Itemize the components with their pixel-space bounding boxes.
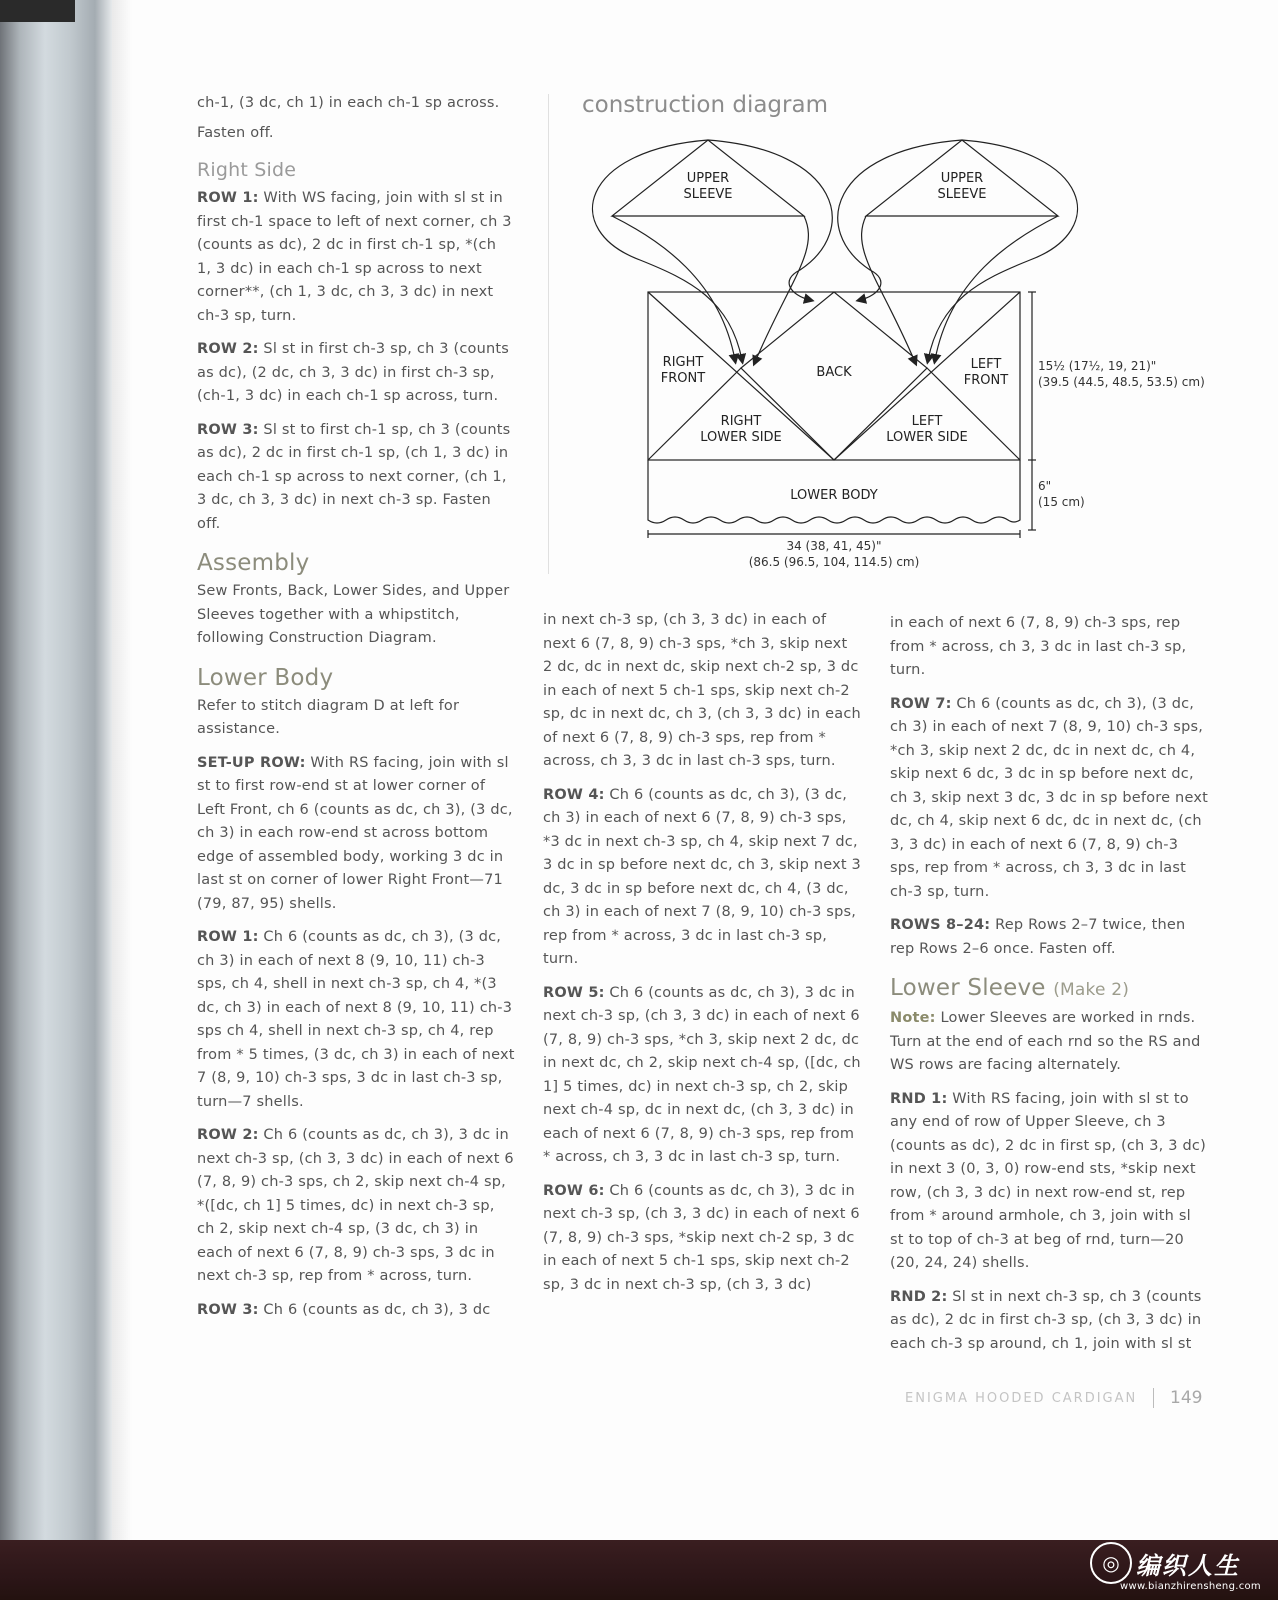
lower-sleeve-title: Lower Sleeve (890, 975, 1046, 1001)
right-side-heading: Right Side (197, 159, 297, 181)
height-upper-label-2: (39.5 (44.5, 48.5, 53.5) cm) (1038, 375, 1205, 389)
row-label: ROW 6: (543, 1182, 605, 1199)
row-label: ROW 2: (197, 1127, 259, 1143)
row-text: With WS facing, join with sl st in first ch-1 space to left of next corner, ch 3 (counts as dc), 2 dc in first ch-1 sp, *(ch 1, 3 dc) in each ch-1 sp across to next corner**, (ch 1, 3 dc, ch 3, 3 dc) in next ch-3 sp, turn. (197, 190, 512, 324)
running-footer-title: ENIGMA HOODED CARDIGAN (905, 1391, 1138, 1406)
watermark-url: www.bianzhirensheng.com (1120, 1581, 1261, 1592)
lower-body-row5 (543, 982, 861, 1170)
height-lower-label-1: 6" (1038, 479, 1052, 493)
row-text: Sl st to first ch-1 sp, ch 3 (counts as dc), 2 dc in first ch-1 sp, (ch 1, 3 dc) in each ch-1 sp across to next corner, (ch 1, 3 dc, ch 3, 3 dc) in next ch-3 sp. Fasten off. (197, 421, 511, 532)
upper-sleeve-left-label-2: SLEEVE (683, 187, 733, 202)
row-text: Ch 6 (counts as dc, ch 3), 3 dc in next ch-3 sp, (ch 3, 3 dc) in each of next 6 (7, 8, 9) ch-3 sps, *skip next ch-2 sp, 3 dc in each of next 5 ch-1 sps, skip next ch-2 sp, 3 dc in next ch-3 sp, (ch 3, 3 dc) (543, 1182, 860, 1293)
lower-body-heading: Lower Body (197, 664, 334, 691)
right-front-label-1: RIGHT (662, 355, 704, 370)
lower-body-row7 (890, 693, 1208, 905)
assembly-heading: Assembly (197, 550, 310, 576)
arrow-left-sleeve-inner-1 (612, 216, 735, 360)
scan-bottom-edge (0, 1540, 1278, 1600)
lower-sleeve-qty: (Make 2) (1053, 980, 1130, 1000)
row-label: ROW 1: (197, 929, 259, 945)
row-label: ROW 3: (197, 421, 259, 438)
column-middle (543, 609, 861, 1307)
lower-sleeve-note (890, 1007, 1208, 1078)
intro-line-2: Fasten off. (197, 124, 274, 141)
lower-sleeve-rnd1 (890, 1088, 1208, 1276)
note-label: Note: (890, 1010, 936, 1026)
arrow-left-sleeve-inner-2 (755, 216, 808, 362)
row-label: SET-UP ROW: (197, 754, 306, 771)
left-front-label-1: LEFT (970, 357, 1002, 372)
row-text: Ch 6 (counts as dc, ch 3), (3 dc, ch 3) in each of next 7 (8, 9, 10) ch-3 sps, *ch 3, skip next 2 dc, dc in next dc, ch 4, skip next 6 dc, 3 dc in sp before next dc, ch 3, skip next 3 dc, 3 dc in sp before next dc, ch 4, skip next 6 dc, dc in next dc, (ch 3, 3 dc) in each of next 6 (7, 8, 9) ch-3 sps, rep from * across, ch 3, 3 dc in last ch-3 sp, turn. (890, 695, 1208, 900)
row-text: Sl st in next ch-3 sp, ch 3 (counts as dc), 2 dc in first ch-3 sp, (ch 3, 3 dc) in each ch-3 sp around, ch 1, join with sl st (890, 1288, 1202, 1352)
left-lower-side-label-1: LEFT (911, 414, 943, 429)
row-text: With RS facing, join with sl st to first row-end st at lower corner of Left Front, ch 6 (counts as dc, ch 3), (3 dc, ch 3) in each row-end st across bottom edge of assembled body, working 3 dc in last st on corner of lower Right Front—71 (79, 87, 95) shells. (197, 754, 513, 912)
lower-body-rows8-24 (890, 914, 1208, 961)
note-text: Lower Sleeves are worked in rnds. Turn at the end of each rnd so the RS and WS rows are facing alternately. (890, 1010, 1201, 1073)
width-label-2: (86.5 (96.5, 104, 114.5) cm) (748, 555, 920, 569)
lower-body-label: LOWER BODY (790, 488, 878, 503)
watermark (1090, 1540, 1270, 1596)
upper-sleeve-left-label-1: UPPER (686, 171, 730, 186)
height-lower-label-2: (15 cm) (1038, 495, 1085, 509)
row-text: Ch 6 (counts as dc, ch 3), (3 dc, ch 3) in each of next 6 (7, 8, 9) ch-3 sps, *3 dc in next ch-3 sp, ch 4, skip next 7 dc, 3 dc in sp before next dc, ch 3, skip next 3 dc, 3 dc in sp before next dc, ch 4, (3 dc, ch 3) in each of next 7 (8, 9, 10) ch-3 sps, rep from * across, 3 dc in last ch-3 sp, turn. (543, 786, 861, 967)
left-lower-side-label-2: LOWER SIDE (886, 430, 968, 445)
upper-sleeve-right-label-2: SLEEVE (937, 187, 987, 202)
lower-body-setup-row (197, 752, 515, 917)
left-front-label-2: FRONT (963, 373, 1009, 388)
row-text: Rep Rows 2–7 twice, then rep Rows 2–6 once. Fasten off. (890, 917, 1186, 957)
row-label: ROW 5: (543, 984, 605, 1001)
arrow-right-sleeve-inner-2 (862, 216, 915, 362)
row-label: ROWS 8–24: (890, 917, 991, 933)
intro-line-1: ch-1, (3 dc, ch 1) in each ch-1 sp across. (197, 95, 500, 111)
width-label-1: 34 (38, 41, 45)" (786, 539, 882, 553)
row-text: Ch 6 (counts as dc, ch 3), 3 dc (258, 1301, 491, 1318)
row-label: ROW 1: (197, 190, 259, 206)
right-lower-side-label-2: LOWER SIDE (700, 430, 782, 445)
row-label: ROW 3: (197, 1301, 259, 1318)
row-text: Ch 6 (counts as dc, ch 3), 3 dc in next ch-3 sp, (ch 3, 3 dc) in each of next 6 (7, 8, 9) ch-3 sps, ch 2, skip next ch-4 sp, *([dc, ch 1] 5 times, dc) in next ch-3 sp, ch 2, skip next ch-4 sp, (3 dc, ch 3) in each of next 6 (7, 8, 9) ch-3 sps, 3 dc in next ch-3 sp, rep from * across, turn. (197, 1127, 514, 1284)
row-label: ROW 7: (890, 695, 952, 712)
arrow-left-sleeve-to-back (708, 140, 832, 300)
row-label: RND 1: (890, 1090, 948, 1107)
assembly-text: Sew Fronts, Back, Lower Sides, and Upper Sleeves together with a whipstitch, following Construction Diagram. (197, 583, 510, 646)
watermark-logo-icon: ◎ (1090, 1542, 1132, 1584)
lower-sleeve-heading (890, 973, 1208, 1005)
arrow-right-sleeve-to-back (838, 140, 962, 300)
watermark-site-name: 编织人生 (1136, 1552, 1240, 1580)
row-label: ROW 4: (543, 786, 605, 803)
row-text: Ch 6 (counts as dc, ch 3), (3 dc, ch 3) in each of next 8 (9, 10, 11) ch-3 sps, ch 4, shell in next ch-3 sp, ch 4, *(3 dc, ch 3) in each of next 8 (9, 10, 11) ch-3 sps ch 4, shell in next ch-3 sp, ch 4, rep from * 5 times, (3 dc, ch 3) in each of next 7 (8, 9, 10) ch-3 sps, 3 dc in last ch-3 sp, turn—7 shells. (197, 929, 515, 1110)
height-upper-label-1: 15½ (17½, 19, 21)" (1038, 359, 1157, 373)
row-label: RND 2: (890, 1288, 948, 1305)
lower-sleeve-rnd2 (890, 1286, 1208, 1357)
row6-continued: in each of next 6 (7, 8, 9) ch-3 sps, rep from * across, ch 3, 3 dc in last ch-3 sp, turn. (890, 615, 1187, 678)
row-text: Sl st in first ch-3 sp, ch 3 (counts as dc), (2 dc, ch 3, 3 dc) in first ch-3 sp, (ch-1, 3 dc) in each ch-1 sp across, turn. (197, 341, 510, 404)
right-front-label-2: FRONT (660, 371, 706, 386)
construction-diagram (0, 0, 1278, 600)
lower-body-intro: Refer to stitch diagram D at left for assistance. (197, 697, 460, 737)
row-label: ROW 2: (197, 341, 259, 357)
lower-body-row1 (197, 926, 515, 1114)
lower-body-row4 (543, 784, 861, 972)
right-lower-side-label-1: RIGHT (720, 414, 762, 429)
lower-body-row6 (543, 1180, 861, 1298)
diagram-title: construction diagram (582, 92, 828, 118)
back-label: BACK (816, 365, 852, 380)
row3-continued: in next ch-3 sp, (ch 3, 3 dc) in each of next 6 (7, 8, 9) ch-3 sps, *ch 3, skip next 2 dc, dc in next dc, skip next ch-2 sp, 3 dc in each of next 5 ch-1 sps, skip next ch-2 sp, dc in next dc, ch 3, (ch 3, 3 dc) in each of next 6 (7, 8, 9) ch-3 sps, rep from * across, ch 3, 3 dc in last ch-3 sps, turn. (543, 612, 861, 769)
column-right (890, 612, 1208, 1366)
lower-body-row3 (197, 1299, 515, 1323)
row-text: With RS facing, join with sl st to any end of row of Upper Sleeve, ch 3 (counts as dc), 2 dc in first sp, (ch 3, 3 dc) in next 3 (0, 3, 0) row-end sts, *skip next row, (ch 3, 3 dc) in next row-end st, rep from * around armhole, ch 3, join with sl st to top of ch-3 at beg of rnd, turn—20 (20, 24, 24) shells. (890, 1090, 1206, 1271)
page-number: 149 (1170, 1388, 1203, 1408)
footer-divider (1153, 1388, 1154, 1408)
row-text: Ch 6 (counts as dc, ch 3), 3 dc in next ch-3 sp, (ch 3, 3 dc) in each of next 6 (7, 8, 9) ch-3 sps, *ch 3, skip next 2 dc, dc in next dc, ch 2, skip next ch-4 sp, ([dc, ch 1] 5 times, dc) in next ch-3 sp, ch 2, skip next ch-4 sp, dc in next dc, (ch 3, 3 dc) in each of next 6 (7, 8, 9) ch-3 sps, rep from * across, ch 3, 3 dc in last ch-3 sp, turn. (543, 984, 861, 1165)
upper-sleeve-right-label-1: UPPER (940, 171, 984, 186)
lower-body-row2 (197, 1124, 515, 1289)
arrow-right-sleeve-inner-1 (935, 216, 1058, 360)
